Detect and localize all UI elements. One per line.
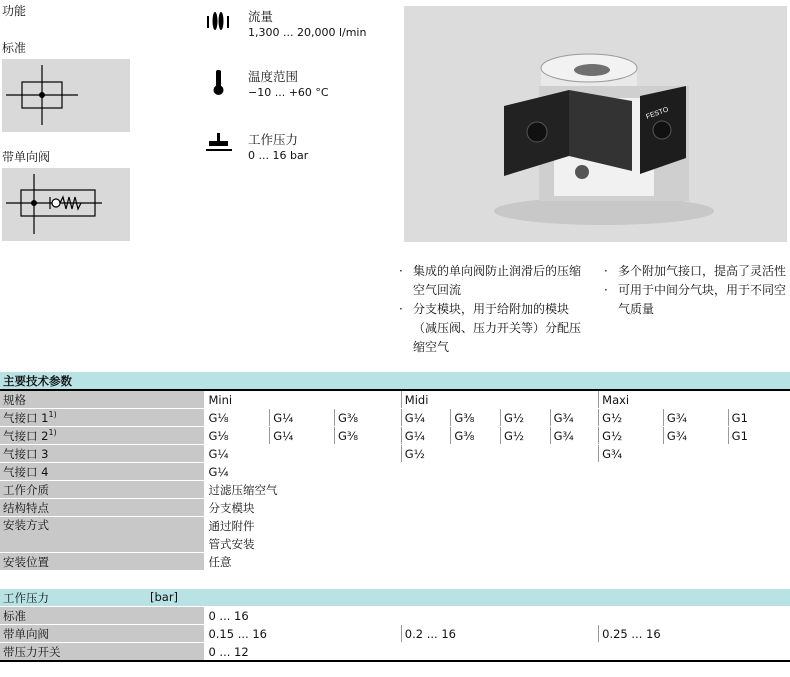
table-cell: 分支模块 [205,499,790,517]
standard-label: 标准 [2,41,27,55]
table-cell: G⅛ [205,409,270,427]
product-photo [404,6,787,242]
table-cell: 0.2 ... 16 [401,625,598,643]
bullets-right [604,262,786,319]
feature-flow [204,8,366,40]
table-cell: G⅜ [451,409,501,427]
table-cell: 任意 [205,553,790,571]
size-label: 规格 [0,390,205,409]
table-cell: 0 ... 12 [205,643,790,662]
table-cell: G⅜ [451,427,501,445]
table-cell: G¼ [401,427,451,445]
size-midi: Midi [401,390,598,409]
pressure-unit: [bar] [150,589,179,604]
feature-flow-title: 流量 [248,9,274,24]
port3-label: 气接口 3 [0,445,205,463]
table-cell: G⅛ [205,427,270,445]
position-label: 安装位置 [0,553,205,571]
flow-icon [204,8,234,38]
table-cell: G¼ [401,409,451,427]
bullets-left [399,262,587,357]
table-cell: G¾ [550,409,599,427]
spec-table [0,372,790,662]
std-label: 标准 [0,607,205,625]
table-cell: G¾ [599,445,790,463]
standard-symbol-icon [2,59,130,132]
table-cell: G¾ [663,427,728,445]
table-cell: 0.25 ... 16 [599,625,790,643]
port2-label: 气接口 2$^{1)}$ [0,427,205,445]
table-cell: G¾ [550,427,599,445]
feature-temperature [204,68,329,100]
check-valve-symbol [2,168,130,241]
switch-label: 带压力开关 [0,643,205,662]
thermometer-icon [204,68,234,98]
table-cell: G½ [599,427,664,445]
feature-temperature-title: 温度范围 [248,69,299,84]
feature-pressure-value: 0 ... 16 bar [248,149,309,162]
port4-label: 气接口 4 [0,463,205,481]
port1-label: 气接口 1$^{1)}$ [0,409,205,427]
branching-module-image [404,6,787,242]
mounting-label: 安装方式 [0,517,205,553]
table-cell: G½ [500,409,550,427]
table-cell: G¼ [205,445,401,463]
table-cell: G⅜ [334,409,401,427]
table-cell: G¼ [270,409,335,427]
feature-flow-value: 1,300 ... 20,000 l/min [248,26,367,39]
table-cell: G1 [728,427,790,445]
photo-brand: FESTO [645,106,670,121]
check-valve-symbol-icon [2,168,130,241]
bullet-item: · 多个附加气接口，提高了灵活性 [604,264,787,278]
function-heading: 功能 [2,4,27,18]
check-label: 带单向阀 [0,625,205,643]
table-cell: 过滤压缩空气 [205,481,790,499]
table-cell: G1 [728,409,790,427]
table-title: 主要技术参数 [0,372,790,390]
check-valve-label: 带单向阀 [2,150,51,164]
feature-pressure [204,131,308,163]
pressure-label: 工作压力 [bar] [0,589,205,607]
standard-symbol [2,59,130,132]
table-cell: G¼ [270,427,335,445]
bullet-item: · 可用于中间分气块，用于不同空气质量 [604,283,787,316]
table-cell: G½ [599,409,664,427]
table-cell: G½ [401,445,598,463]
table-cell: G⅜ [334,427,401,445]
table-cell: G¼ [205,463,790,481]
table-cell: 0.15 ... 16 [205,625,401,643]
feature-temperature-value: −10 ... +60 °C [248,86,329,99]
bullet-item: · 分支模块，用于给附加的模块（减压阀、压力开关等）分配压缩空气 [399,302,582,354]
design-label: 结构特点 [0,499,205,517]
pressure-icon [204,131,234,161]
feature-pressure-title: 工作压力 [248,132,299,147]
table-cell: G¾ [663,409,728,427]
size-maxi: Maxi [599,390,790,409]
table-cell: G½ [500,427,550,445]
size-mini: Mini [205,390,401,409]
bullet-item: · 集成的单向阀防止润滑后的压缩空气回流 [399,264,582,297]
table-cell: 通过附件 [205,517,790,535]
table-cell: 管式安装 [205,535,790,553]
medium-label: 工作介质 [0,481,205,499]
table-cell: 0 ... 16 [205,607,790,625]
